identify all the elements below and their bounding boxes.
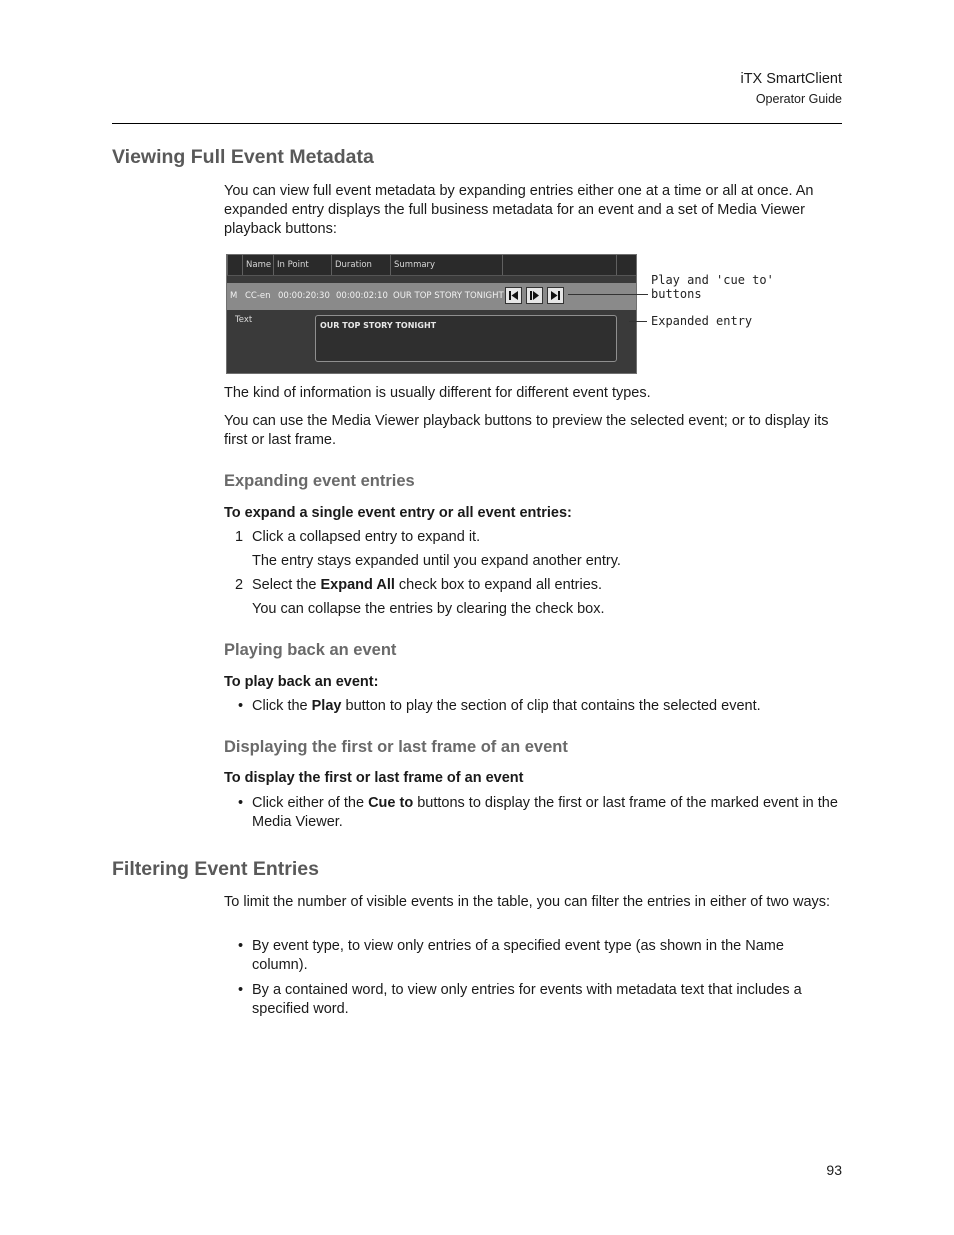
step-1-note: The entry stays expanded until you expand another entry. <box>252 553 621 569</box>
step-2-number: 2 <box>235 577 244 593</box>
column-duration[interactable]: Duration <box>331 255 390 275</box>
cue-to-last-frame-button[interactable] <box>547 287 564 304</box>
text-field-label: Text <box>235 315 253 325</box>
marker-column <box>227 255 242 275</box>
step-1-text: Click a collapsed entry to expand it. <box>252 529 481 545</box>
page-number: 93 <box>826 1162 842 1178</box>
expanded-event-row[interactable] <box>227 283 636 310</box>
column-empty <box>502 255 616 275</box>
step-1 <box>235 528 481 547</box>
column-name[interactable]: Name <box>242 255 273 275</box>
running-header-subtitle: Operator Guide <box>755 92 842 106</box>
playback-buttons-paragraph: You can use the Media Viewer playback buttons to preview the selected event; or to display its first or last frame. <box>224 413 829 448</box>
filtering-intro-paragraph: To limit the number of visible events in the table, you can filter the entries in either of two ways: <box>224 894 831 910</box>
header-rule <box>112 123 842 124</box>
step-2-note: You can collapse the entries by clearing the check box. <box>252 601 605 617</box>
expand-all-term: Expand All <box>320 577 395 593</box>
bullet-marker: • <box>238 795 244 811</box>
section-heading-viewing-metadata: Viewing Full Event Metadata <box>112 146 374 168</box>
subheading-playing-back: Playing back an event <box>224 641 397 659</box>
filter-bullet-contained-word-text: By a contained word, to view only entries for events with metadata text that includes a specified word. <box>252 982 802 1017</box>
procedure-heading-frame: To display the first or last frame of an event <box>224 770 524 786</box>
running-header-title: iTX SmartClient <box>740 71 842 87</box>
row-summary: OUR TOP STORY TONIGHT <box>393 291 504 301</box>
step-2-text: Select the Expand All check box to expand all entries. <box>252 577 603 593</box>
cue-to-first-frame-button[interactable] <box>505 287 522 304</box>
column-summary[interactable]: Summary <box>390 255 502 275</box>
play-term: Play <box>311 698 342 714</box>
procedure-heading-expand: To expand a single event entry or all event entries: <box>224 505 572 521</box>
kind-of-information-paragraph: The kind of information is usually different for different event types. <box>224 385 651 401</box>
leader-line-buttons <box>568 294 648 295</box>
row-marker: M <box>230 291 238 301</box>
callout-expanded-entry: Expanded entry <box>651 314 753 328</box>
row-duration: 00:00:02:10 <box>336 291 388 301</box>
callout-buttons-line1: Play and 'cue to' <box>651 273 774 287</box>
column-header-row <box>227 255 636 276</box>
frame-bullet-text: Click either of the Cue to buttons to display the first or last frame of the marked event in the Media Viewer. <box>252 795 838 830</box>
metadata-text-box <box>315 315 617 362</box>
leader-line-expanded <box>629 321 647 322</box>
column-in-point[interactable]: In Point <box>273 255 331 275</box>
bullet-marker: • <box>238 698 244 714</box>
intro-paragraph: You can view full event metadata by expanding entries either one at a time or all at once. An expanded entry displays the full business metadata for an event and a set of Media Viewer playback buttons: <box>224 183 814 237</box>
subheading-first-last-frame: Displaying the first or last frame of an event <box>224 738 568 756</box>
section-heading-filtering: Filtering Event Entries <box>112 858 319 880</box>
skip-back-icon <box>508 290 519 301</box>
row-name: CC-en <box>245 291 271 301</box>
procedure-heading-play: To play back an event: <box>224 674 379 690</box>
callout-buttons-line2: buttons <box>651 287 702 301</box>
play-bullet-text: Click the Play button to play the section of clip that contains the selected event. <box>252 698 761 714</box>
column-end <box>616 255 636 275</box>
event-metadata-screenshot <box>226 254 637 374</box>
skip-forward-icon <box>550 290 561 301</box>
metadata-text-value: OUR TOP STORY TONIGHT <box>320 321 437 330</box>
bullet-marker: • <box>238 982 244 998</box>
row-in-point: 00:00:20:30 <box>278 291 330 301</box>
step-1-number: 1 <box>235 529 244 545</box>
step-2 <box>235 576 603 595</box>
subheading-expanding-entries: Expanding event entries <box>224 472 415 490</box>
bullet-marker: • <box>238 938 244 954</box>
play-icon <box>529 290 540 301</box>
cue-to-term: Cue to <box>368 795 414 811</box>
play-button[interactable] <box>526 287 543 304</box>
filter-bullet-event-type-text: By event type, to view only entries of a specified event type (as shown in the Name column). <box>252 938 784 973</box>
